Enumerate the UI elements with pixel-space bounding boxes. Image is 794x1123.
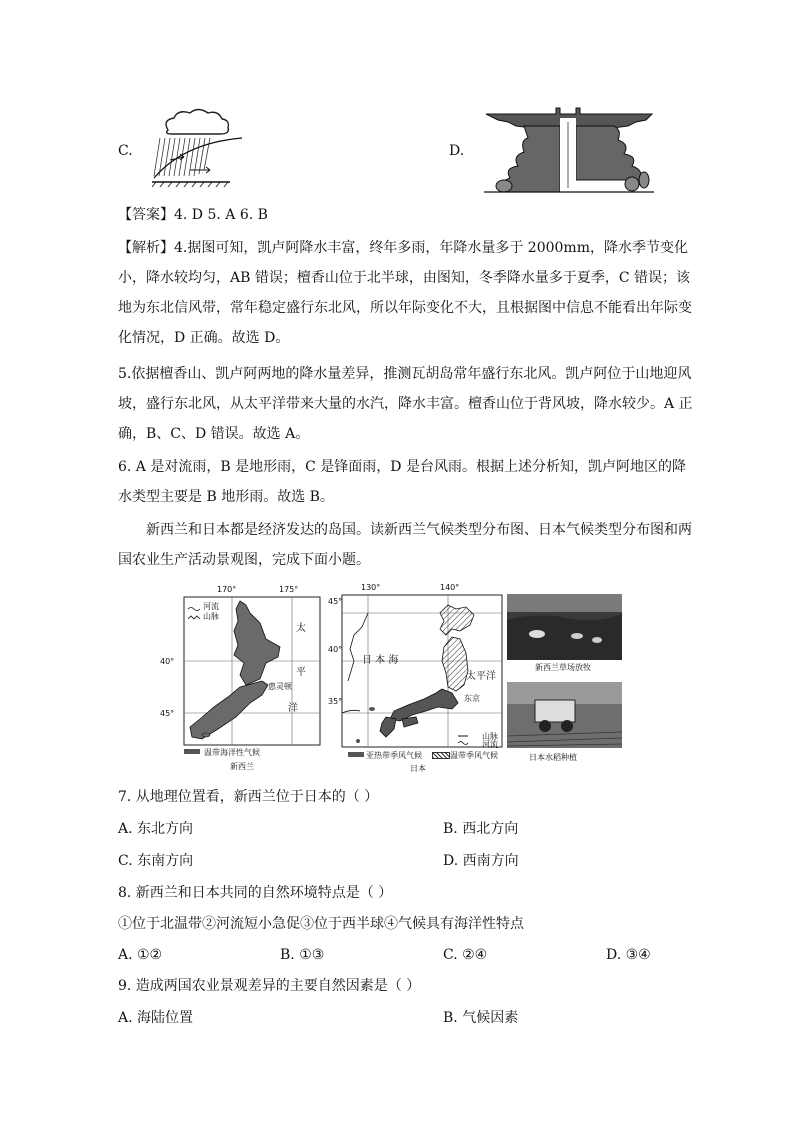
analysis-q5: 5.依据檀香山、凯卢阿两地的降水量差异，推测瓦胡岛常年盛行东北风。凯卢阿位于山地迎风坡，盛行东北风，从太平洋带来大量的水汽，降水丰富。檀香山位于背风坡，降水较少。A 正确，B、C、D 错误。故选 A。 <box>118 366 693 442</box>
q9-option-a[interactable]: A. 海陆位置 <box>118 1010 194 1026</box>
jp-lat-35: 35° <box>328 697 343 706</box>
nz-ocean-char-2: 平 <box>296 667 306 678</box>
q7-option-d[interactable]: D. 西南方向 <box>443 853 519 869</box>
nz-climate-swatch <box>184 749 200 754</box>
jp-legend-river: 河流 <box>482 740 498 749</box>
q7-option-b[interactable]: B. 西北方向 <box>443 821 519 837</box>
q8-option-b[interactable]: B. ①③ <box>280 947 325 963</box>
analysis-q6: 6. A 是对流雨，B 是地形雨，C 是锋面雨，D 是台风雨。根据上述分析知，凯卢阿地区的降水类型主要是 B 地形雨。故选 B。 <box>118 459 686 505</box>
q7-stem: 7. 从地理位置看，新西兰位于日本的（ ） <box>118 789 379 805</box>
jp-lat-40: 40° <box>328 645 343 654</box>
nz-lat-45: 45° <box>160 709 175 718</box>
nz-photo-caption: 新西兰草场放牧 <box>535 663 591 672</box>
jp-ocean-label: 太平洋 <box>466 671 496 682</box>
option-c-label: C. <box>118 143 133 159</box>
nz-lon-175: 175° <box>279 585 299 594</box>
nz-lon-170: 170° <box>217 585 237 594</box>
analysis-q4: 【解析】4.据图可知，凯卢阿降水丰富，终年多雨，年降水量多于 2000mm，降水季节变化小，降水较均匀，AB 错误；檀香山位于北半球，由图知，冬季降水量多于夏季，C 错误；该地为东北信风带，常年稳定盛行东北风，所以年际变化不大，且根据图中信息不能看出年际变化情况，D 正确。故选 D。 <box>118 240 692 346</box>
jp-sea-label: 日 本 海 <box>362 655 399 666</box>
typhoon-diagram <box>484 104 654 196</box>
frontal-rain-diagram <box>150 108 245 190</box>
q7-option-c[interactable]: C. 东南方向 <box>118 853 194 869</box>
q9-option-b[interactable]: B. 气候因素 <box>443 1010 519 1026</box>
nz-caption: 新西兰 <box>230 762 254 771</box>
nz-legend-mountain: 山脉 <box>203 612 219 621</box>
jp-lon-140: 140° <box>440 583 460 592</box>
jp-temperate-swatch <box>432 752 450 759</box>
q8-option-a[interactable]: A. ①② <box>118 947 163 963</box>
nz-grazing-photo <box>507 594 622 674</box>
nz-legend-river: 河流 <box>203 602 219 611</box>
japan-rice-photo <box>507 682 622 766</box>
jp-legend-mountain: 山脉 <box>482 732 498 741</box>
nz-ocean-char-1: 太 <box>296 623 306 634</box>
jp-climate-legend-1: 亚热带季风气候 <box>366 751 422 760</box>
jp-city-tokyo: 东京 <box>464 694 480 703</box>
q8-option-c[interactable]: C. ②④ <box>443 947 488 963</box>
jp-lon-130: 130° <box>361 583 381 592</box>
nz-climate-map <box>160 585 328 775</box>
q8-option-d[interactable]: D. ③④ <box>606 947 651 963</box>
nz-climate-legend: 温带海洋性气候 <box>204 748 260 757</box>
japan-climate-map <box>328 583 504 775</box>
intro-paragraph: 新西兰和日本都是经济发达的岛国。读新西兰气候类型分布图、日本气候类型分布图和两国农业生产活动景观图，完成下面小题。 <box>118 522 692 568</box>
jp-lat-45: 45° <box>328 597 343 606</box>
q8-stem: 8. 新西兰和日本共同的自然环境特点是（ ） <box>118 885 393 901</box>
nz-lat-40: 40° <box>160 657 175 666</box>
q8-statements: ①位于北温带②河流短小急促③位于西半球④气候具有海洋性特点 <box>118 916 524 932</box>
jp-caption: 日本 <box>410 764 426 773</box>
answer-line: 【答案】4. D 5. A 6. B <box>118 207 268 223</box>
q9-stem: 9. 造成两国农业景观差异的主要自然因素是（ ） <box>118 978 421 994</box>
option-d-label: D. <box>449 143 465 159</box>
jp-photo-caption: 日本水稻种植 <box>529 753 577 762</box>
q7-option-a[interactable]: A. 东北方向 <box>118 821 194 837</box>
nz-ocean-char-3: 洋 <box>288 703 298 714</box>
nz-city-wellington: 惠灵顿 <box>268 682 292 691</box>
jp-climate-legend-2: 温带季风气候 <box>450 751 498 760</box>
jp-subtropical-swatch <box>348 752 364 757</box>
